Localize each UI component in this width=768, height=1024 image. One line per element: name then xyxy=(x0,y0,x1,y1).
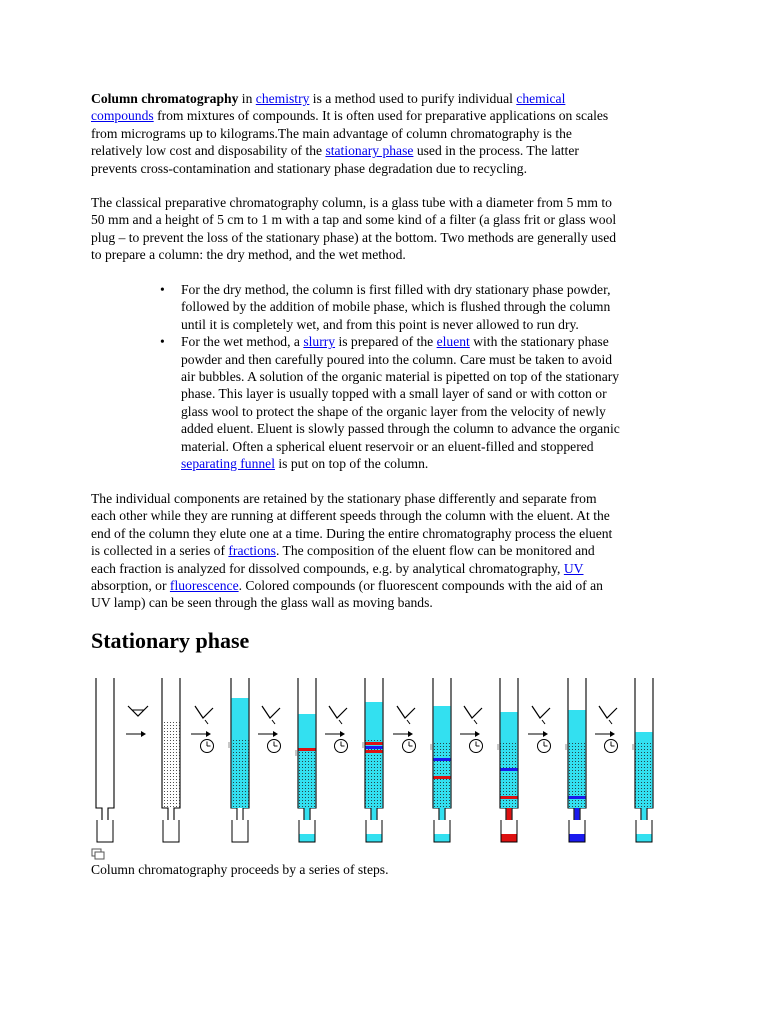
text: each other while they are running at different speeds through the column with the eluent. At the xyxy=(91,508,610,524)
compound-band xyxy=(434,758,451,761)
bullet-marker: • xyxy=(160,334,165,350)
diagram-steps xyxy=(96,678,653,842)
powder-funnel-icon xyxy=(128,706,148,716)
funnel-icon xyxy=(464,706,482,718)
arrow-head-icon xyxy=(610,731,615,737)
text: until it is completely wet, and from this point is never allowed to run dry. xyxy=(181,316,579,332)
stationary-phase-packing xyxy=(299,748,316,808)
text: prevents cross-contamination and stationary phase degradation due to recycling. xyxy=(91,160,527,176)
funnel-drip xyxy=(272,720,275,724)
text: in xyxy=(238,91,256,106)
text: phase. This layer is usually topped with a small layer of sand or with cotton or xyxy=(181,386,607,402)
text: end of the column they elute one at a time. During the entire chromatography process the eluent xyxy=(91,525,613,541)
compound-band xyxy=(366,742,383,745)
funnel-drip xyxy=(205,720,208,724)
compound-band xyxy=(501,796,518,799)
funnel-icon xyxy=(195,706,213,718)
stationary-phase-packing xyxy=(434,742,451,808)
compound-band xyxy=(434,776,451,779)
text: added eluent. Eluent is slowly passed through the column to advance the organic xyxy=(181,421,620,437)
text: is collected in a series of xyxy=(91,543,229,559)
list-item-dry-method xyxy=(160,281,680,333)
collection-beaker xyxy=(163,820,179,842)
collected-fraction xyxy=(367,834,382,842)
outlet-stem xyxy=(238,808,243,820)
outlet-stem xyxy=(507,808,512,820)
text: from micrograms up to kilograms.The main advantage of column chromatography is the xyxy=(91,125,572,141)
stationary-phase-packing xyxy=(232,740,249,808)
funnel-icon xyxy=(599,706,617,718)
text: used in the process. The latter xyxy=(413,143,579,159)
text: material. Often a spherical eluent reservoir or an eluent-filled and stoppered xyxy=(181,438,594,454)
stationary-phase-packing xyxy=(636,742,653,808)
image-placeholder-icon xyxy=(91,848,105,860)
intro-paragraph xyxy=(91,90,679,177)
text: absorption, or xyxy=(91,578,170,594)
collected-fraction xyxy=(502,834,517,842)
text: glass wool to protect the shape of the organic layer from the velocity of newly xyxy=(181,403,606,419)
outlet-stem xyxy=(575,808,580,820)
arrow-head-icon xyxy=(408,731,413,737)
method-list xyxy=(160,281,680,472)
funnel-icon xyxy=(329,706,347,718)
funnel-drip xyxy=(407,720,410,724)
collected-fraction xyxy=(435,834,450,842)
link-chemical-compounds[interactable]: chemical xyxy=(516,91,566,106)
link-chemistry[interactable]: chemistry xyxy=(255,91,310,106)
link-fractions[interactable]: fractions xyxy=(228,543,276,559)
text: The classical preparative chromatography column, is a glass tube with a diameter from 5 mm to xyxy=(91,195,612,210)
outlet-stem xyxy=(642,808,647,820)
text: The individual components are retained by the stationary phase differently and separate from xyxy=(91,491,597,506)
text: relatively low cost and disposability of the xyxy=(91,143,326,159)
funnel-drip xyxy=(474,720,477,724)
term-column-chromatography: Column chromatography xyxy=(91,91,239,106)
collected-fraction xyxy=(570,834,585,842)
text: is prepared of the xyxy=(335,334,437,350)
outlet-stem xyxy=(372,808,377,820)
outlet-stem xyxy=(440,808,445,820)
text: from mixtures of compounds. It is often used for preparative applications on scales xyxy=(153,108,609,124)
funnel-icon xyxy=(532,706,550,718)
text: each fraction is analyzed for dissolved compounds, e.g. by analytical chromatography, xyxy=(91,560,564,576)
link-uv[interactable]: UV xyxy=(563,560,584,576)
collected-fraction xyxy=(300,834,315,842)
text: . Colored compounds (or fluorescent compounds with the aid of an xyxy=(238,578,603,594)
compound-band xyxy=(569,796,586,799)
text: with the stationary phase xyxy=(469,334,609,350)
components-paragraph xyxy=(91,490,679,612)
link-slurry[interactable]: slurry xyxy=(303,334,336,350)
text: air bubbles. A solution of the organic material is pipetted on top of the stationary xyxy=(181,369,620,385)
link-separating-funnel[interactable]: separating funnel xyxy=(181,456,275,472)
collection-beaker xyxy=(97,820,113,842)
link-fluorescence[interactable]: fluorescence xyxy=(169,578,239,594)
arrow-head-icon xyxy=(340,731,345,737)
column-chromatography-diagram xyxy=(88,670,668,845)
list-item-wet-method xyxy=(160,333,680,472)
figure-caption: Column chromatography proceeds by a series of steps. xyxy=(91,862,389,877)
column-wall-left xyxy=(96,678,102,820)
funnel-drip xyxy=(339,720,342,724)
bullet-marker: • xyxy=(160,282,165,297)
funnel-icon xyxy=(262,706,280,718)
stationary-phase-packing xyxy=(163,720,180,808)
text: For the dry method, the column is first filled with dry stationary phase powder, xyxy=(181,282,611,297)
text: to prepare a column: the dry method, and the wet method. xyxy=(91,247,406,263)
link-stationary-phase[interactable]: stationary phase xyxy=(325,143,414,159)
text: 50 mm and a height of 5 cm to 1 m with a tap and some kind of a filter (a glass frit or glass wool xyxy=(91,212,617,228)
arrow-head-icon xyxy=(543,731,548,737)
section-heading: Stationary phase xyxy=(91,628,250,653)
compound-band xyxy=(366,750,383,753)
text: UV lamp) can be seen through the glass wall as moving bands. xyxy=(91,595,433,611)
arrow-head-icon xyxy=(475,731,480,737)
collection-beaker xyxy=(232,820,248,842)
text: powder and then carefully poured into the column. Care must be taken to avoid xyxy=(181,351,613,367)
link-eluent[interactable]: eluent xyxy=(436,334,470,350)
funnel-icon xyxy=(397,706,415,718)
compound-band xyxy=(501,768,518,771)
text: is a method used to purify individual xyxy=(309,91,517,106)
arrow-head-icon xyxy=(206,731,211,737)
arrow-head-icon xyxy=(273,731,278,737)
link-chemical-compounds-cont[interactable]: compounds xyxy=(91,108,154,124)
text: plug – to prevent the loss of the stationary phase) at the bottom. Two methods are generally used xyxy=(91,229,617,245)
outlet-stem xyxy=(305,808,310,820)
column-wall-right xyxy=(108,678,114,820)
arrow-head-icon xyxy=(141,731,146,737)
text: . The composition of the eluent flow can be monitored and xyxy=(275,543,595,559)
classical-paragraph xyxy=(91,194,679,264)
compound-band xyxy=(366,746,383,749)
text: For the wet method, a xyxy=(181,334,304,350)
text: followed by the addition of mobile phase, which is flushed through the column xyxy=(181,299,611,315)
funnel-drip xyxy=(609,720,612,724)
compound-band xyxy=(299,748,316,751)
collected-fraction xyxy=(637,834,652,842)
funnel-drip xyxy=(542,720,545,724)
text: is put on top of the column. xyxy=(275,456,429,472)
